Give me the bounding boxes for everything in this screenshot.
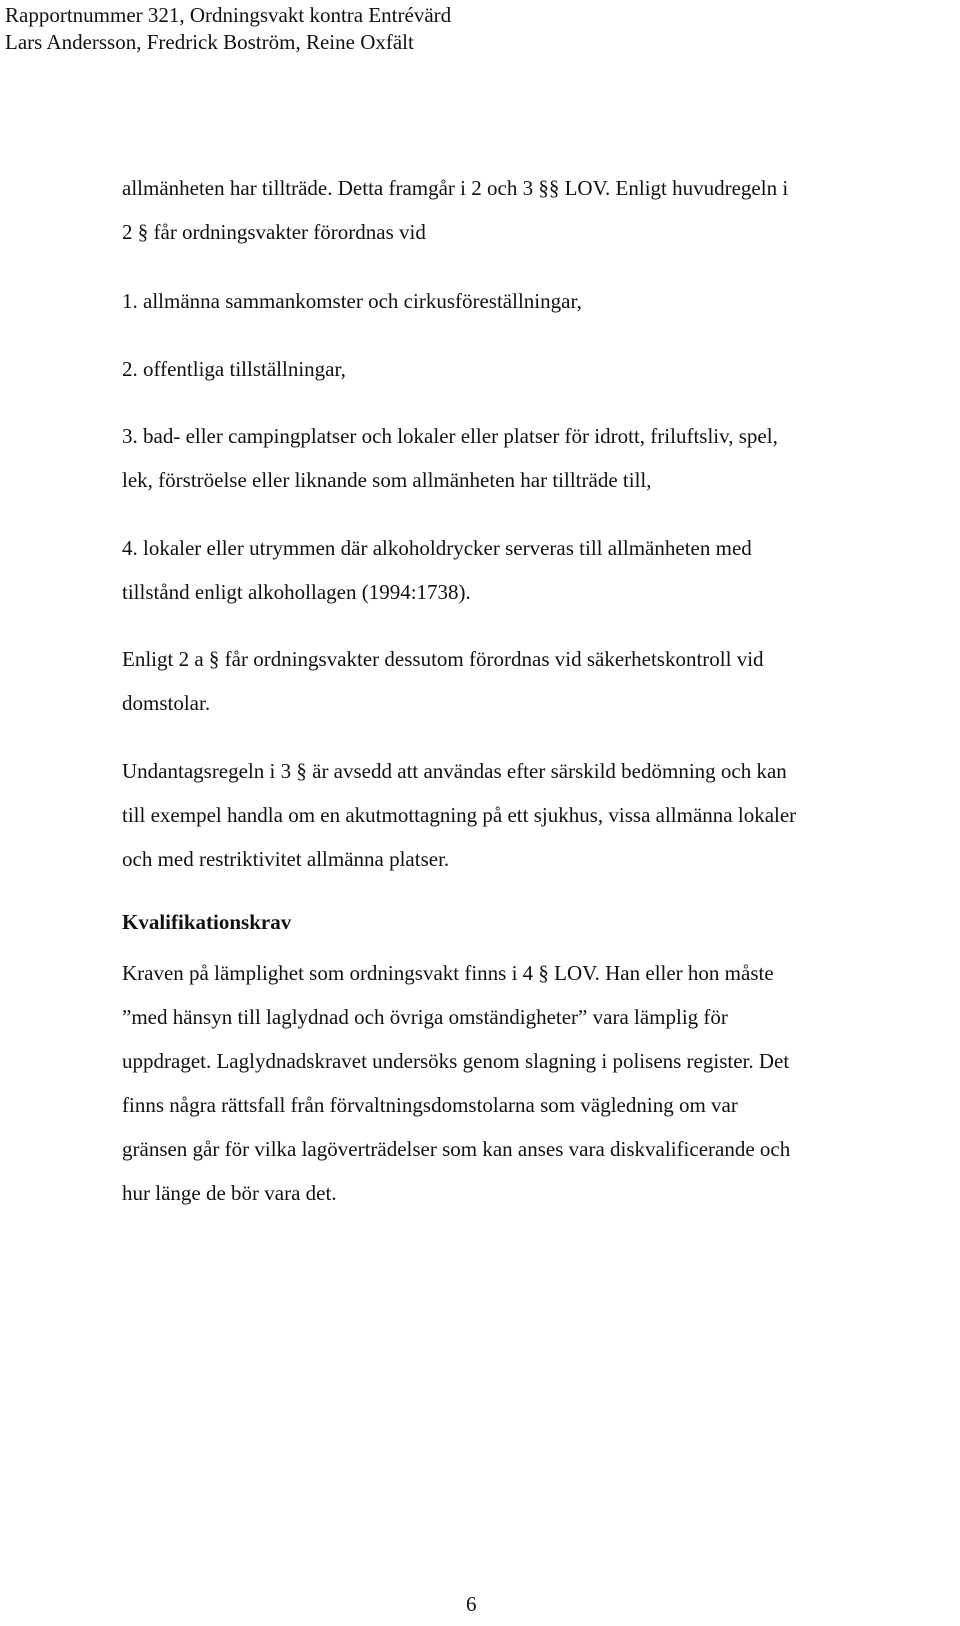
- exception-paragraph: [122, 749, 932, 881]
- text-line: 2 § får ordningsvakter förordnas vid: [122, 220, 426, 244]
- requirements-paragraph: [122, 951, 932, 1215]
- text-line: hur länge de bör vara det.: [122, 1181, 337, 1205]
- section-heading: Kvalifikationskrav: [122, 910, 292, 934]
- text-line: gränsen går för vilka lagöverträdelser som kan anses vara diskvalificerande och: [122, 1137, 791, 1161]
- text-line: 3. bad- eller campingplatser och lokaler eller platser för idrott, friluftsliv, spel,: [122, 424, 778, 448]
- text-line: Kraven på lämplighet som ordningsvakt finns i 4 § LOV. Han eller hon måste: [122, 961, 774, 985]
- court-paragraph: [122, 637, 932, 725]
- text-line: lek, förströelse eller liknande som allmänheten har tillträde till,: [122, 468, 652, 492]
- text-line: till exempel handla om en akutmottagning på ett sjukhus, vissa allmänna lokaler: [122, 803, 797, 827]
- list-item-2: [122, 347, 932, 391]
- text-line: 1. allmänna sammankomster och cirkusföreställningar,: [122, 289, 582, 313]
- text-line: Enligt 2 a § får ordningsvakter dessutom förordnas vid säkerhetskontroll vid: [122, 647, 764, 671]
- page-header: [5, 2, 451, 56]
- list-item-3: [122, 414, 932, 502]
- text-line: och med restriktivitet allmänna platser.: [122, 847, 450, 871]
- text-line: allmänheten har tillträde. Detta framgår i 2 och 3 §§ LOV. Enligt huvudregeln i: [122, 176, 789, 200]
- text-line: tillstånd enligt alkohollagen (1994:1738).: [122, 580, 471, 604]
- text-line: 2. offentliga tillställningar,: [122, 357, 346, 381]
- text-line: 4. lokaler eller utrymmen där alkoholdrycker serveras till allmänheten med: [122, 536, 752, 560]
- text-line: ”med hänsyn till laglydnad och övriga omständigheter” vara lämplig för: [122, 1005, 728, 1029]
- text-line: Undantagsregeln i 3 § är avsedd att användas efter särskild bedömning och kan: [122, 759, 787, 783]
- text-line: finns några rättsfall från förvaltningsdomstolarna som vägledning om var: [122, 1093, 738, 1117]
- text-line: uppdraget. Laglydnadskravet undersöks genom slagning i polisens register. Det: [122, 1049, 790, 1073]
- intro-paragraph: [122, 166, 932, 254]
- page-number: 6: [466, 1592, 477, 1616]
- list-item-4: [122, 526, 932, 614]
- report-authors: Lars Andersson, Fredrick Boström, Reine Oxfält: [5, 30, 414, 54]
- list-item-1: [122, 279, 932, 323]
- report-title: Rapportnummer 321, Ordningsvakt kontra Entrévärd: [5, 3, 452, 27]
- text-line: domstolar.: [122, 691, 211, 715]
